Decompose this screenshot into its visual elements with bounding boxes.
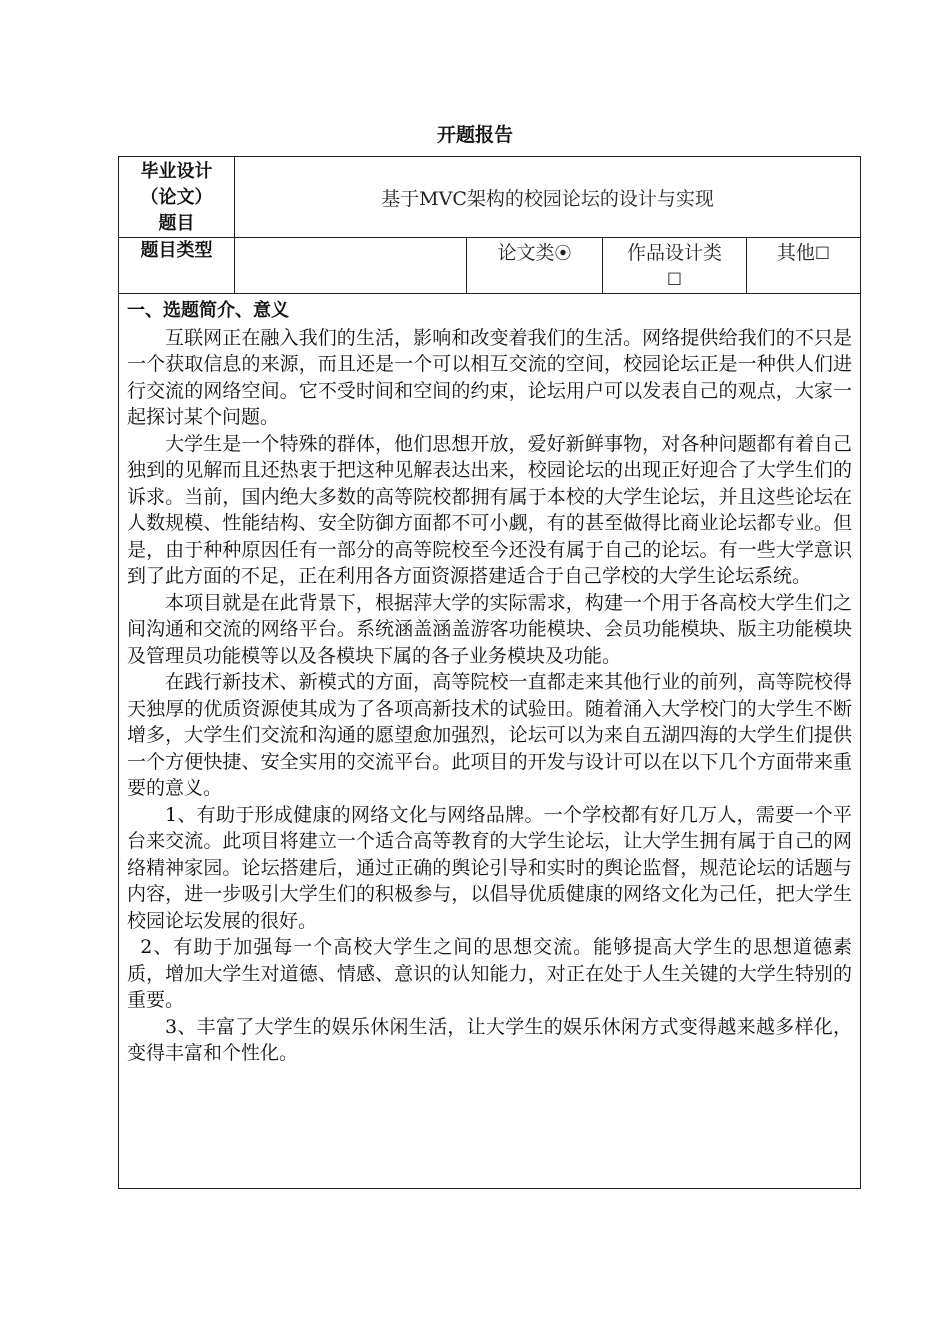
section-heading: 一、选题简介、意义 — [127, 300, 289, 321]
section-content — [119, 294, 861, 1189]
radio-selected-icon: ⦿ — [554, 244, 572, 264]
topic-row — [119, 157, 861, 238]
type-label: 题目类型 — [119, 238, 235, 294]
type-option-label: 其他 — [776, 242, 815, 264]
content-row — [119, 294, 861, 1189]
topic-label-line: 题目 — [158, 213, 195, 234]
type-option-label: 论文类 — [497, 242, 555, 264]
type-option-design[interactable] — [603, 238, 747, 294]
topic-label-line: 毕业设计 — [140, 161, 213, 182]
report-table — [118, 156, 861, 1189]
paragraph: 大学生是一个特殊的群体，他们思想开放，爱好新鲜事物，对各种问题都有着自己独到的见解而且还热衷于把这种见解表达出来，校园论坛的出现正好迎合了大学生们的诉求。当前，国内绝大多数的高等院校都拥有属于本校的大学生论坛，并且这些论坛在人数规模、性能结构、安全防御方面都不可小觑，有的甚至做得比商业论坛都专业。但是，由于种种原因任有一部分的高等院校至今还没有属于自己的论坛。有一些大学意识到了此方面的不足，正在利用各方面资源搭建适合于自己学校的大学生论坛系统。 — [127, 432, 853, 587]
topic-label-cell — [119, 157, 235, 238]
paragraph: 3、丰富了大学生的娱乐休闲生活，让大学生的娱乐休闲方式变得越来越多样化，变得丰富和个性化。 — [127, 1015, 853, 1064]
type-row — [119, 238, 861, 294]
type-option-other[interactable] — [747, 238, 861, 294]
paragraph: 在践行新技术、新模式的方面，高等院校一直都走来其他行业的前列，高等院校得天独厚的优质资源使其成为了各项高新技术的试验田。随着涌入大学校门的大学生不断增多，大学生们交流和沟通的愿望愈加强烈，论坛可以为来自五湖四海的大学生们提供一个方便快捷、安全实用的交流平台。此项目的开发与设计可以在以下几个方面带来重要的意义。 — [127, 671, 853, 799]
paragraph: 2、有助于加强每一个高校大学生之间的思想交流。能够提高大学生的思想道德素质，增加大学生对道德、情感、意识的认知能力，对正在处于人生关键的大学生特别的重要。 — [127, 936, 853, 1011]
page-title: 开题报告 — [436, 124, 513, 146]
paragraph: 本项目就是在此背景下，根据萍大学的实际需求，构建一个用于各高校大学生们之间沟通和交流的网络平台。系统涵盖涵盖游客功能模块、会员功能模块、版主功能模块及管理员功能模等以及各模块下属的各子业务模块及功能。 — [127, 591, 853, 667]
topic-value: 基于MVC架构的校园论坛的设计与实现 — [235, 157, 861, 238]
type-option-thesis[interactable] — [467, 238, 603, 294]
checkbox-empty-icon: ☐ — [666, 270, 683, 290]
topic-label-line: （论文） — [140, 187, 213, 208]
type-option-label: 作品设计类 — [626, 242, 722, 264]
checkbox-empty-icon: ☐ — [814, 244, 831, 264]
type-empty-cell — [235, 238, 467, 294]
paragraph: 互联网正在融入我们的生活，影响和改变着我们的生活。网络提供给我们的不只是一个获取信息的来源，而且还是一个可以相互交流的空间，校园论坛正是一种供人们进行交流的网络空间。它不受时间和空间的约束，论坛用户可以发表自己的观点，大家一起探讨某个问题。 — [127, 326, 853, 428]
paragraph: 1、有助于形成健康的网络文化与网络品牌。一个学校都有好几万人，需要一个平台来交流。此项目将建立一个适合高等教育的大学生论坛，让大学生拥有属于自己的网络精神家园。论坛搭建后，通过正确的舆论引导和实时的舆论监督，规范论坛的话题与内容，进一步吸引大学生们的积极参与，以倡导优质健康的网络文化为己任，把大学生校园论坛发展的很好。 — [127, 803, 853, 932]
